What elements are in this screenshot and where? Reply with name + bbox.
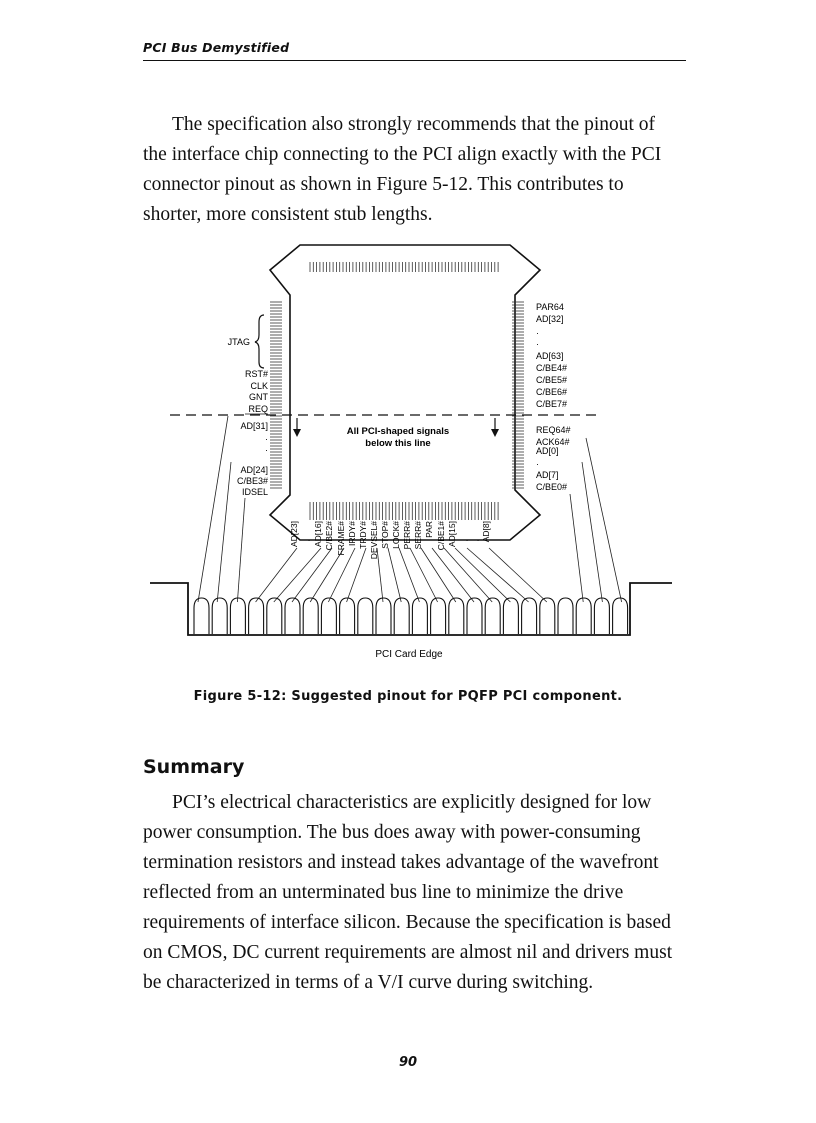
card-edge-finger — [303, 598, 318, 634]
right-pin-label: AD[63] — [536, 351, 564, 361]
summary-line: on CMOS, DC current requirements are almost nil and drivers must — [143, 942, 673, 963]
card-edge-outline — [150, 583, 672, 635]
summary-line: requirements of interface silicon. Because the specification is based — [143, 912, 671, 933]
left-pin-label: AD[31] — [240, 421, 268, 431]
left-pin-label: · — [265, 445, 268, 455]
intro-line: the interface chip connecting to the PCI align exactly with the PCI — [143, 144, 662, 165]
summary-line: power consumption. The bus does away with power-consuming — [143, 822, 641, 843]
card-edge-finger — [358, 598, 373, 634]
card-edge-finger — [321, 598, 336, 634]
summary-line: be characterized in terms of a V/I curve during switching. — [143, 972, 594, 993]
right-pin-label: · — [536, 328, 539, 338]
card-edge-finger — [594, 598, 609, 634]
bottom-pin-label: PAR — [424, 521, 434, 538]
right-pin-label: AD[32] — [536, 314, 564, 324]
left-pin-labels — [228, 337, 269, 497]
running-head: PCI Bus Demystified — [143, 40, 290, 55]
bottom-pin-label: · — [307, 535, 311, 545]
card-edge-label: PCI Card Edge — [375, 649, 443, 660]
header-rule — [143, 60, 686, 61]
bottom-pin-label: DEVSEL# — [369, 521, 379, 560]
signal-trace — [310, 548, 344, 602]
card-edge-finger — [467, 598, 482, 634]
right-pin-label: AD[0] — [536, 446, 559, 456]
right-pin-label: C/BE6# — [536, 387, 568, 397]
bottom-pin-label: AD[8] — [481, 521, 491, 543]
left-pin-label: JTAG — [227, 337, 250, 347]
card-edge-finger — [212, 598, 227, 634]
card-edge-finger — [194, 598, 209, 634]
bottom-pin-label: C/BE1# — [436, 521, 446, 551]
divider-note: below this line — [365, 438, 431, 449]
right-pin-label: · — [536, 459, 539, 469]
intro-line: shorter, more consistent stub lengths. — [143, 204, 433, 225]
right-pin-labels — [536, 302, 571, 492]
left-pin-label: REQ — [248, 404, 268, 414]
signal-trace — [455, 548, 510, 602]
signal-trace — [347, 548, 366, 602]
signal-trace — [237, 498, 245, 602]
card-edge-finger — [449, 598, 464, 634]
figure-caption: Figure 5-12: Suggested pinout for PQFP PCI component. — [193, 689, 623, 704]
card-edge-finger — [340, 598, 355, 634]
signal-trace — [388, 548, 401, 602]
divider-note: All PCI-shaped signals — [346, 426, 450, 437]
right-pin-label: AD[7] — [536, 470, 559, 480]
card-edge-finger — [431, 598, 446, 634]
summary-line: termination resistors and instead takes advantage of the wavefront — [143, 852, 659, 873]
signal-trace — [274, 548, 321, 602]
right-pin-label: C/BE0# — [536, 482, 568, 492]
signal-trace — [399, 548, 419, 602]
page-number: 90 — [398, 1055, 418, 1070]
card-edge-finger — [267, 598, 282, 634]
bottom-pin-label: AD[23] — [289, 521, 299, 547]
bottom-pin-label: PERR# — [402, 521, 412, 550]
right-pin-label: PAR64 — [536, 302, 564, 312]
summary-line: PCI’s electrical characteristics are explicitly designed for low — [172, 792, 652, 813]
card-edge-finger — [230, 598, 245, 634]
left-pin-label: CLK — [250, 381, 268, 391]
card-edge-fingers — [194, 598, 628, 634]
bottom-pin-label: AD[16] — [313, 521, 323, 547]
card-edge-finger — [249, 598, 264, 634]
left-pin-label: · — [265, 434, 268, 444]
card-edge-finger — [485, 598, 500, 634]
signal-trace — [582, 462, 602, 602]
signal-trace — [570, 494, 583, 602]
card-edge-finger — [285, 598, 300, 634]
signal-trace — [198, 416, 228, 602]
card-edge-finger — [613, 598, 628, 634]
bottom-pin-label: SERR# — [413, 521, 423, 550]
right-pin-label: C/BE4# — [536, 363, 568, 373]
bottom-pin-label: · — [465, 535, 469, 545]
bottom-pin-label: C/BE2# — [324, 521, 334, 551]
bottom-pin-label: AD[15] — [447, 521, 457, 547]
signal-trace — [256, 548, 297, 602]
left-pin-label: GNT — [249, 392, 268, 402]
right-pin-label: ACK64# — [536, 437, 570, 447]
card-edge-finger — [522, 598, 537, 634]
left-pin-label: C/BE3# — [236, 476, 268, 486]
bottom-pin-label: · — [476, 535, 480, 545]
card-edge-finger — [376, 598, 391, 634]
bottom-pin-label: IRDY# — [347, 521, 357, 547]
card-edge-finger — [576, 598, 591, 634]
right-pin-label: C/BE7# — [536, 399, 568, 409]
card-edge-finger — [558, 598, 573, 634]
left-pin-label: RST# — [244, 369, 268, 379]
summary-paragraph — [143, 788, 703, 998]
card-edge-finger — [412, 598, 427, 634]
left-pin-label: IDSEL — [241, 487, 268, 497]
signal-trace — [217, 462, 231, 602]
left-pin-label: AD[24] — [240, 465, 268, 475]
intro-line: The specification also strongly recommends that the pinout of — [172, 114, 656, 135]
bottom-pin-label: TRDY# — [358, 521, 368, 549]
signal-trace — [586, 438, 622, 602]
card-edge-finger — [394, 598, 409, 634]
summary-line: reflected from an unterminated bus line to minimize the drive — [143, 882, 624, 903]
signal-trace — [410, 548, 438, 602]
card-edge-finger — [540, 598, 555, 634]
intro-line: connector pinout as shown in Figure 5-12. This contributes to — [143, 174, 624, 195]
section-heading: Summary — [143, 756, 245, 778]
bottom-pin-label: FRAME# — [336, 521, 346, 556]
right-pin-label: REQ64# — [536, 425, 571, 435]
bottom-pin-label: LOCK# — [391, 521, 401, 549]
signal-trace — [377, 548, 383, 602]
bottom-pin-label: STOP# — [380, 521, 390, 549]
signal-trace — [292, 548, 332, 602]
right-pin-label: C/BE5# — [536, 375, 568, 385]
card-edge-finger — [503, 598, 518, 634]
pqfp-pinout-figure — [150, 240, 680, 665]
jtag-brace — [255, 315, 264, 368]
intro-paragraph — [143, 110, 703, 230]
right-pin-label: · — [536, 339, 539, 349]
